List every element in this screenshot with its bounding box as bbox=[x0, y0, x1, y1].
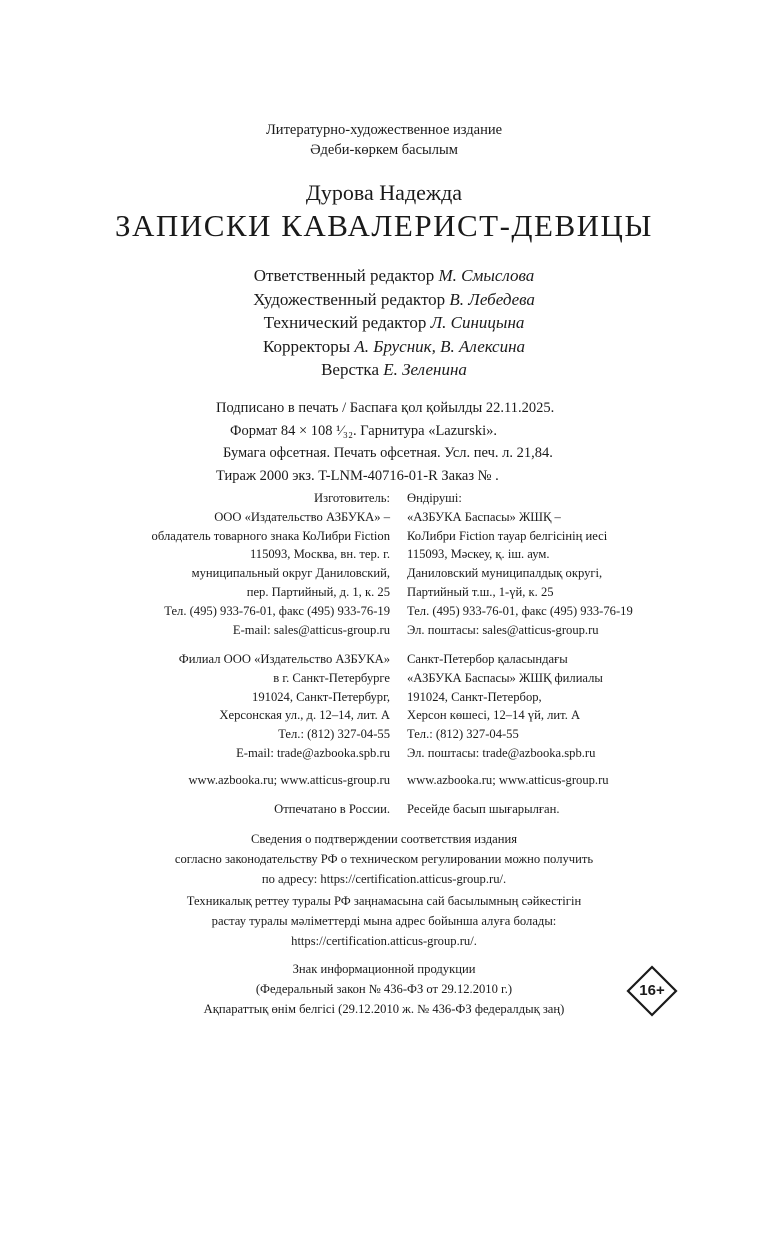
branch-kz-line: Херсон көшесі, 12–14 үй, лит. А bbox=[407, 708, 581, 723]
staff-name: А. Брусник, В. Алексина bbox=[354, 336, 526, 356]
certification-ru-line: Сведения о подтверждении соответствия издания bbox=[250, 832, 518, 846]
manufacturer-kz-line: КоЛибри Fiction тауар белгісінің иесі bbox=[407, 528, 608, 543]
staff-name: Е. Зеленина bbox=[383, 360, 467, 379]
manufacturer-kz bbox=[407, 489, 633, 639]
manufacturer-kz-line: Тел. (495) 933-76-01, факс (495) 933-76-19 bbox=[407, 603, 633, 618]
genre-kz: Әдеби-көркем басылым bbox=[310, 142, 458, 158]
staff-line bbox=[0, 311, 768, 335]
manufacturer-ru-line: Изготовитель: bbox=[314, 491, 390, 505]
run-line: Тираж 2000 экз. T-LNM-40716-01-R Заказ № . bbox=[216, 467, 499, 484]
certification-ru-line: по адресу: https://certification.atticus-group.ru/. bbox=[261, 872, 507, 886]
age-rating-badge bbox=[626, 965, 678, 1017]
certification-ru bbox=[0, 829, 768, 889]
manufacturer-ru-line: 115093, Москва, вн. тер. г. bbox=[249, 547, 390, 562]
genre-block bbox=[0, 120, 768, 160]
certification-kz bbox=[0, 891, 768, 951]
staff-line bbox=[0, 288, 768, 312]
book-author: Дурова Надежда bbox=[305, 180, 463, 205]
staff-line bbox=[0, 335, 768, 359]
technical-info bbox=[216, 397, 636, 487]
branch-ru-line: 191024, Санкт-Петербург, bbox=[252, 689, 390, 704]
branch-kz-email: Эл. поштасы: trade@azbooka.spb.ru bbox=[407, 745, 596, 760]
staff-line bbox=[0, 358, 768, 382]
printed-kz: Ресейде басып шығарылған. bbox=[407, 802, 560, 816]
branch-ru-email: E-mail: trade@azbooka.spb.ru bbox=[236, 745, 390, 760]
staff-role: Ответственный редактор bbox=[253, 266, 435, 285]
paper-line: Бумага офсетная. Печать офсетная. Усл. печ. л. 21,84. bbox=[223, 445, 553, 461]
certification-kz-line: Техникалық реттеу туралы РФ заңнамасына сай басылымның сәйкестігін bbox=[186, 894, 582, 908]
branch-kz-line: Санкт-Петербор қаласындағы bbox=[407, 652, 568, 666]
manufacturer-ru-line: муниципальный округ Даниловский, bbox=[191, 566, 390, 581]
manufacturer-kz-line: Өндіруші: bbox=[407, 491, 462, 505]
manufacturer-kz-line: Даниловский муниципалдық округі, bbox=[407, 566, 603, 581]
manufacturer-ru-line: пер. Партийный, д. 1, к. 25 bbox=[246, 584, 390, 599]
staff-line bbox=[0, 264, 768, 288]
staff-name: Л. Синицына bbox=[430, 313, 525, 332]
staff-role: Верстка bbox=[321, 360, 379, 379]
manufacturer-ru-line: ООО «Издательство АЗБУКА» – bbox=[214, 509, 390, 524]
printed-ru: Отпечатано в России. bbox=[274, 802, 390, 816]
websites-ru: www.azbooka.ru; www.atticus-group.ru bbox=[188, 773, 390, 787]
manufacturer-kz-email: Эл. поштасы: sales@atticus-group.ru bbox=[407, 622, 599, 637]
staff-role: Технический редактор bbox=[263, 313, 427, 332]
branch-kz-line: «АЗБУКА Баспасы» ЖШҚ филиалы bbox=[407, 670, 603, 685]
staff-role: Корректоры bbox=[262, 336, 351, 356]
branch-ru bbox=[179, 650, 390, 763]
manufacturer-kz-line: 115093, Мәскеу, қ. іш. аум. bbox=[407, 547, 550, 562]
age-rating-label: 16+ bbox=[639, 982, 665, 999]
genre-ru: Литературно-художественное издание bbox=[265, 122, 503, 138]
manufacturer-ru-line: обладатель товарного знака КоЛибри Fiction bbox=[151, 528, 390, 543]
branch-kz bbox=[407, 650, 603, 763]
manufacturer-kz-line: Партийный т.ш., 1-үй, к. 25 bbox=[407, 584, 554, 599]
websites-kz: www.azbooka.ru; www.atticus-group.ru bbox=[407, 773, 609, 787]
branch-ru-line: Тел.: (812) 327-04-55 bbox=[278, 727, 390, 742]
info-sign-line: (Федеральный закон № 436-ФЗ от 29.12.2010 г.) bbox=[255, 982, 513, 996]
manufacturer-kz-line: «АЗБУКА Баспасы» ЖШҚ – bbox=[407, 509, 561, 524]
info-sign-line: Ақпараттық өнім белгісі (29.12.2010 ж. № 436-ФЗ федералдық заң) bbox=[203, 1002, 565, 1016]
book-title: ЗАПИСКИ КАВАЛЕРИСТ-ДЕВИЦЫ bbox=[115, 208, 653, 243]
branch-kz-line: Тел.: (812) 327-04-55 bbox=[407, 727, 519, 742]
manufacturer-ru-line: Тел. (495) 933-76-01, факс (495) 933-76-19 bbox=[164, 603, 390, 618]
branch-ru-line: Херсонская ул., д. 12–14, лит. А bbox=[219, 708, 390, 723]
staff-name: М. Смыслова bbox=[438, 266, 535, 285]
staff-credits bbox=[0, 264, 768, 382]
staff-role: Художественный редактор bbox=[253, 289, 446, 309]
branch-ru-line: в г. Санкт-Петербурге bbox=[273, 670, 390, 685]
signed-line: Подписано в печать / Баспаға қол қойылды 22.11.2025. bbox=[216, 400, 555, 416]
branch-kz-line: 191024, Санкт-Петербор, bbox=[407, 689, 542, 704]
manufacturer-ru-email: E-mail: sales@atticus-group.ru bbox=[232, 622, 390, 637]
staff-name: В. Лебедева bbox=[449, 289, 535, 309]
certification-ru-line: согласно законодательству РФ о техническом регулировании можно получить bbox=[174, 852, 594, 866]
certification-kz-line: растау туралы мәліметтерді мына адрес бойынша алуға болады: bbox=[211, 914, 557, 928]
manufacturer-ru bbox=[152, 489, 390, 639]
certification-kz-line: https://certification.atticus-group.ru/. bbox=[291, 934, 477, 948]
format-line: Формат 84 × 108 ¹⁄₃₂. Гарнитура «Lazurski». bbox=[230, 422, 498, 439]
info-sign-line: Знак информационной продукции bbox=[292, 962, 476, 976]
branch-ru-line: Филиал ООО «Издательство АЗБУКА» bbox=[178, 652, 390, 666]
